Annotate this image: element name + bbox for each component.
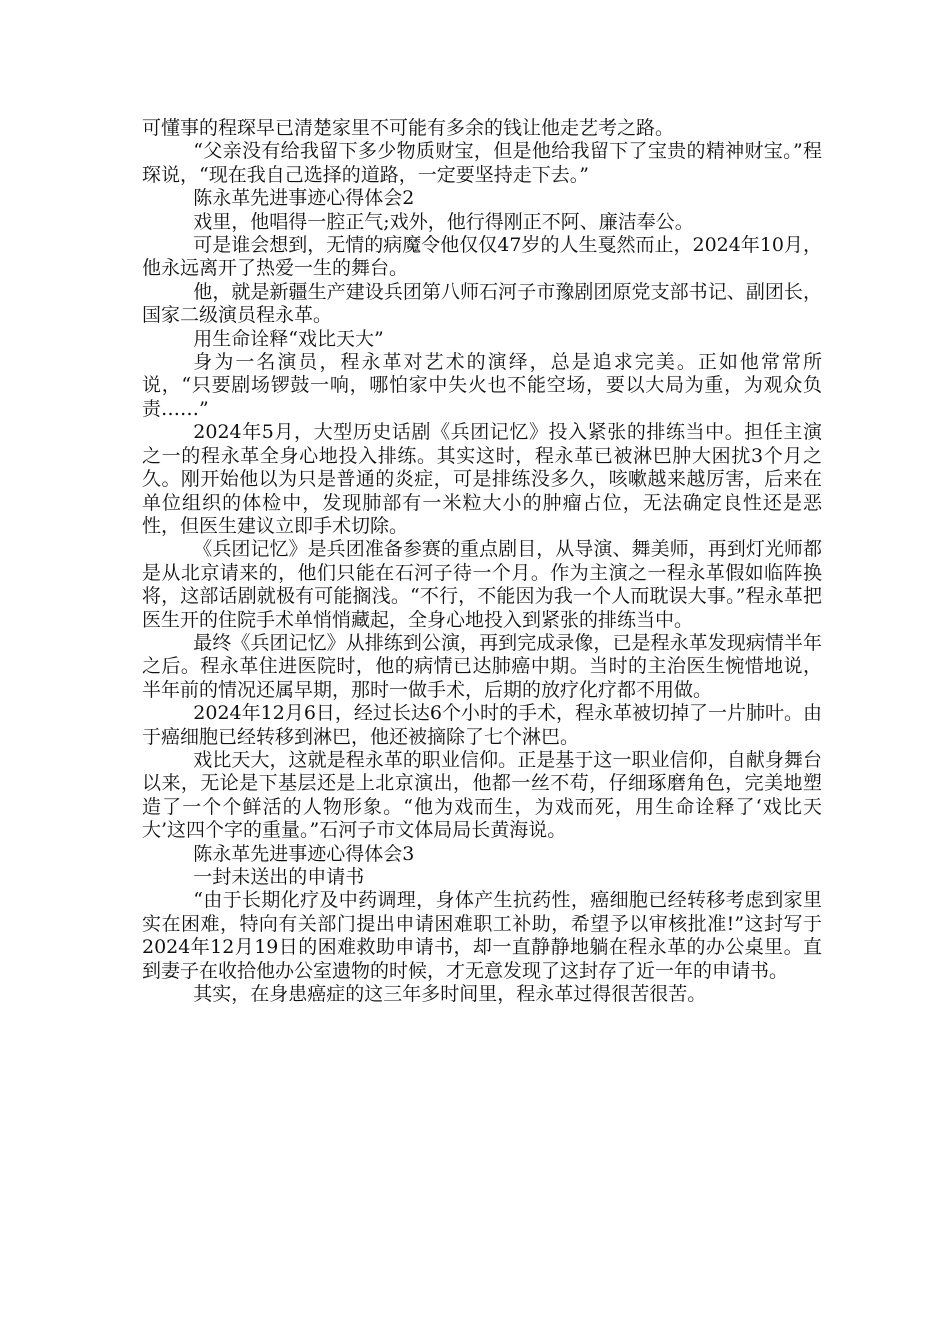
paragraph-17: 其实，在身患癌症的这三年多时间里，程永革过得很苦很苦。	[193, 983, 707, 1006]
paragraph-9: 2024年5月，大型历史话剧《兵团记忆》投入紧张的排练当中。担任主演之一的程永革全身心地投入排练。其实这时，程永革已被淋巴肿大困扰3个月之久。刚开始他以为只是普通的炎症，可是排练没多久，咳嗽越来越厉害，后来在单位组织的体检中，发现肺部有一米粒大小的肿瘤占位，无法确定良性还是恶性，但医生建议立即手术切除。	[142, 421, 822, 537]
subheading-letter: 一封未送出的申请书	[193, 866, 365, 888]
section-heading-2: 陈永革先进事迹心得体会2	[193, 187, 415, 210]
document-body	[142, 117, 822, 1006]
paragraph-16: “由于长期化疗及中药调理，身体产生抗药性，癌细胞已经转移考虑到家里实在困难，特向有关部门提出申请困难职工补助，希望予以审核批准!”这封写于2024年12月19日的困难救助申请书，却一直静静地躺在程永革的办公桌里。直到妻子在收拾他办公室遗物的时候，才无意发现了这封存了近一年的申请书。	[142, 889, 822, 982]
paragraph-2: “父亲没有给我留下多少物质财宝，但是他给我留下了宝贵的精神财宝。”程琛说，“现在我自己选择的道路，一定要坚持走下去。”	[142, 140, 822, 186]
paragraph-1: 可懂事的程琛早已清楚家里不可能有多余的钱让他走艺考之路。	[142, 117, 675, 139]
subheading-drama: 用生命诠释“戏比天大”	[193, 327, 384, 350]
paragraph-13: 戏比天大，这就是程永革的职业信仰。正是基于这一职业信仰，自献身舞台以来，无论是下基层还是上北京演出，他都一丝不苟，仔细琢磨角色，完美地塑造了一个个鲜活的人物形象。“他为戏而生，为戏而死，用生命诠释了‘戏比天大’这四个字的重量。”石河子市文体局局长黄海说。	[142, 748, 822, 842]
paragraph-6: 他，就是新疆生产建设兵团第八师石河子市豫剧团原党支部书记、副团长，国家二级演员程永革。	[142, 280, 822, 327]
paragraph-10: 《兵团记忆》是兵团准备参赛的重点剧目，从导演、舞美师，再到灯光师都是从北京请来的，他们只能在石河子待一个月。作为主演之一程永革假如临阵换将，这部话剧就极有可能搁浅。“不行，不能因为我一个人而耽误大事。”程永革把医生开的住院手术单悄悄藏起，全身心地投入到紧张的排练当中。	[142, 538, 822, 631]
paragraph-11: 最终《兵团记忆》从排练到公演，再到完成录像，已是程永革发现病情半年之后。程永革住进医院时，他的病情已达肺癌中期。当时的主治医生惋惜地说，半年前的情况还属早期，那时一做手术，后期的放疗化疗都不用做。	[142, 631, 822, 701]
section-heading-3: 陈永革先进事迹心得体会3	[193, 842, 415, 865]
paragraph-8: 身为一名演员，程永革对艺术的演绎，总是追求完美。正如他常常所说，“只要剧场锣鼓一响，哪怕家中失火也不能空场，要以大局为重，为观众负责……”	[142, 351, 822, 420]
paragraph-5: 可是谁会想到，无情的病魔令他仅仅47岁的人生戛然而止，2024年10月，他永远离开了热爱一生的舞台。	[142, 234, 823, 280]
paragraph-12: 2024年12月6日，经过长达6个小时的手术，程永革被切掉了一片肺叶。由于癌细胞已经转移到淋巴，他还被摘除了七个淋巴。	[142, 702, 823, 748]
paragraph-4: 戏里，他唱得一腔正气;戏外，他行得刚正不阿、廉洁奉公。	[193, 210, 694, 233]
